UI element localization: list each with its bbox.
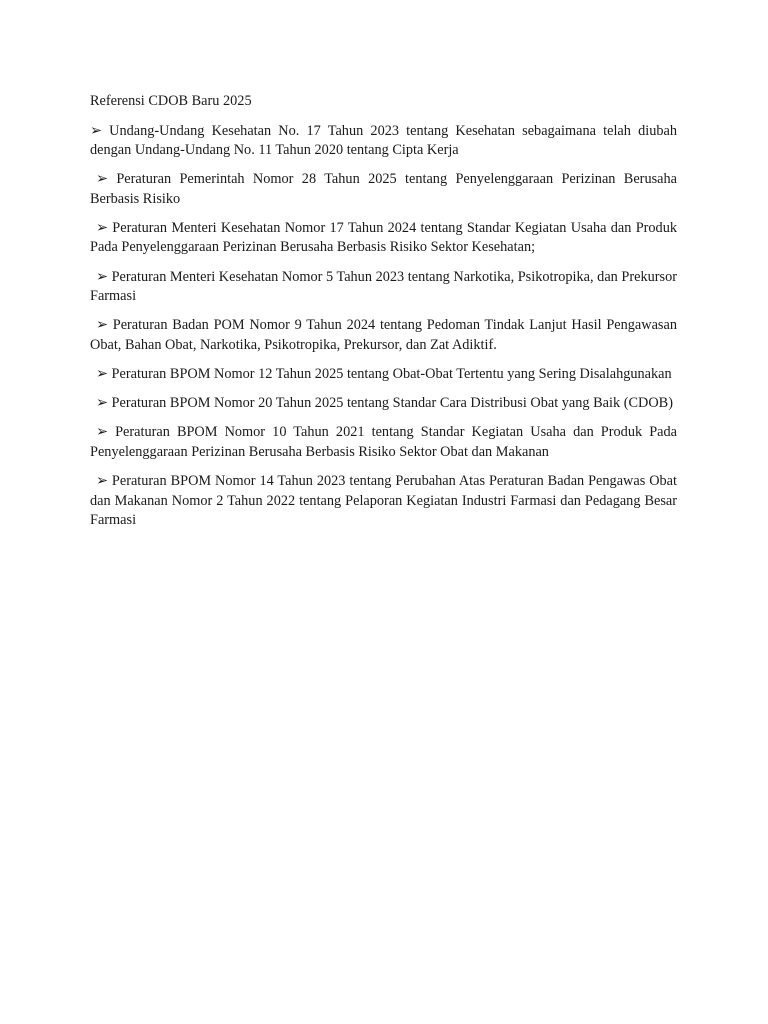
reference-item-undang-undang-kesehatan: ➢ Undang-Undang Kesehatan No. 17 Tahun 2023 tentang Kesehatan sebagaimana telah diubah dengan Undang-Undang No. 11 Tahun 2020 tentang Cipta Kerja [90, 122, 677, 158]
document-page [90, 92, 677, 540]
reference-item-perbpom-10-2021: ➢ Peraturan BPOM Nomor 10 Tahun 2021 tentang Standar Kegiatan Usaha dan Produk Pada Penyelenggaraan Perizinan Berusaha Berbasis Risiko Sektor Obat dan Makanan [90, 424, 677, 460]
reference-item-pp-28-2025: ➢ Peraturan Pemerintah Nomor 28 Tahun 2025 tentang Penyelenggaraan Perizinan Berusaha Berbasis Risiko [90, 171, 677, 207]
reference-item-perbpom-14-2023: ➢ Peraturan BPOM Nomor 14 Tahun 2023 tentang Perubahan Atas Peraturan Badan Pengawas Obat dan Makanan Nomor 2 Tahun 2022 tentang Pelaporan Kegiatan Industri Farmasi dan Pedagang Besar Farmasi [90, 473, 677, 528]
reference-item-perbpom-20-2025: ➢ Peraturan BPOM Nomor 20 Tahun 2025 tentang Standar Cara Distribusi Obat yang Baik (CDOB) [96, 395, 673, 412]
reference-item-permenkes-17-2024: ➢ Peraturan Menteri Kesehatan Nomor 17 Tahun 2024 tentang Standar Kegiatan Usaha dan Produk Pada Penyelenggaraan Perizinan Berusaha Berbasis Risiko Sektor Kesehatan; [90, 219, 677, 256]
reference-item-perbpom-9-2024: ➢ Peraturan Badan POM Nomor 9 Tahun 2024 tentang Pedoman Tindak Lanjut Hasil Pengawasan Obat, Bahan Obat, Narkotika, Psikotropika, Prekursor, dan Zat Adiktif. [90, 317, 677, 353]
reference-item-perbpom-12-2025: ➢ Peraturan BPOM Nomor 12 Tahun 2025 tentang Obat-Obat Tertentu yang Sering Disalahgunakan [96, 365, 672, 382]
document-title: Referensi CDOB Baru 2025 [90, 93, 252, 109]
reference-item-permenkes-5-2023: ➢ Peraturan Menteri Kesehatan Nomor 5 Tahun 2023 tentang Narkotika, Psikotropika, dan Prekursor Farmasi [90, 268, 677, 305]
